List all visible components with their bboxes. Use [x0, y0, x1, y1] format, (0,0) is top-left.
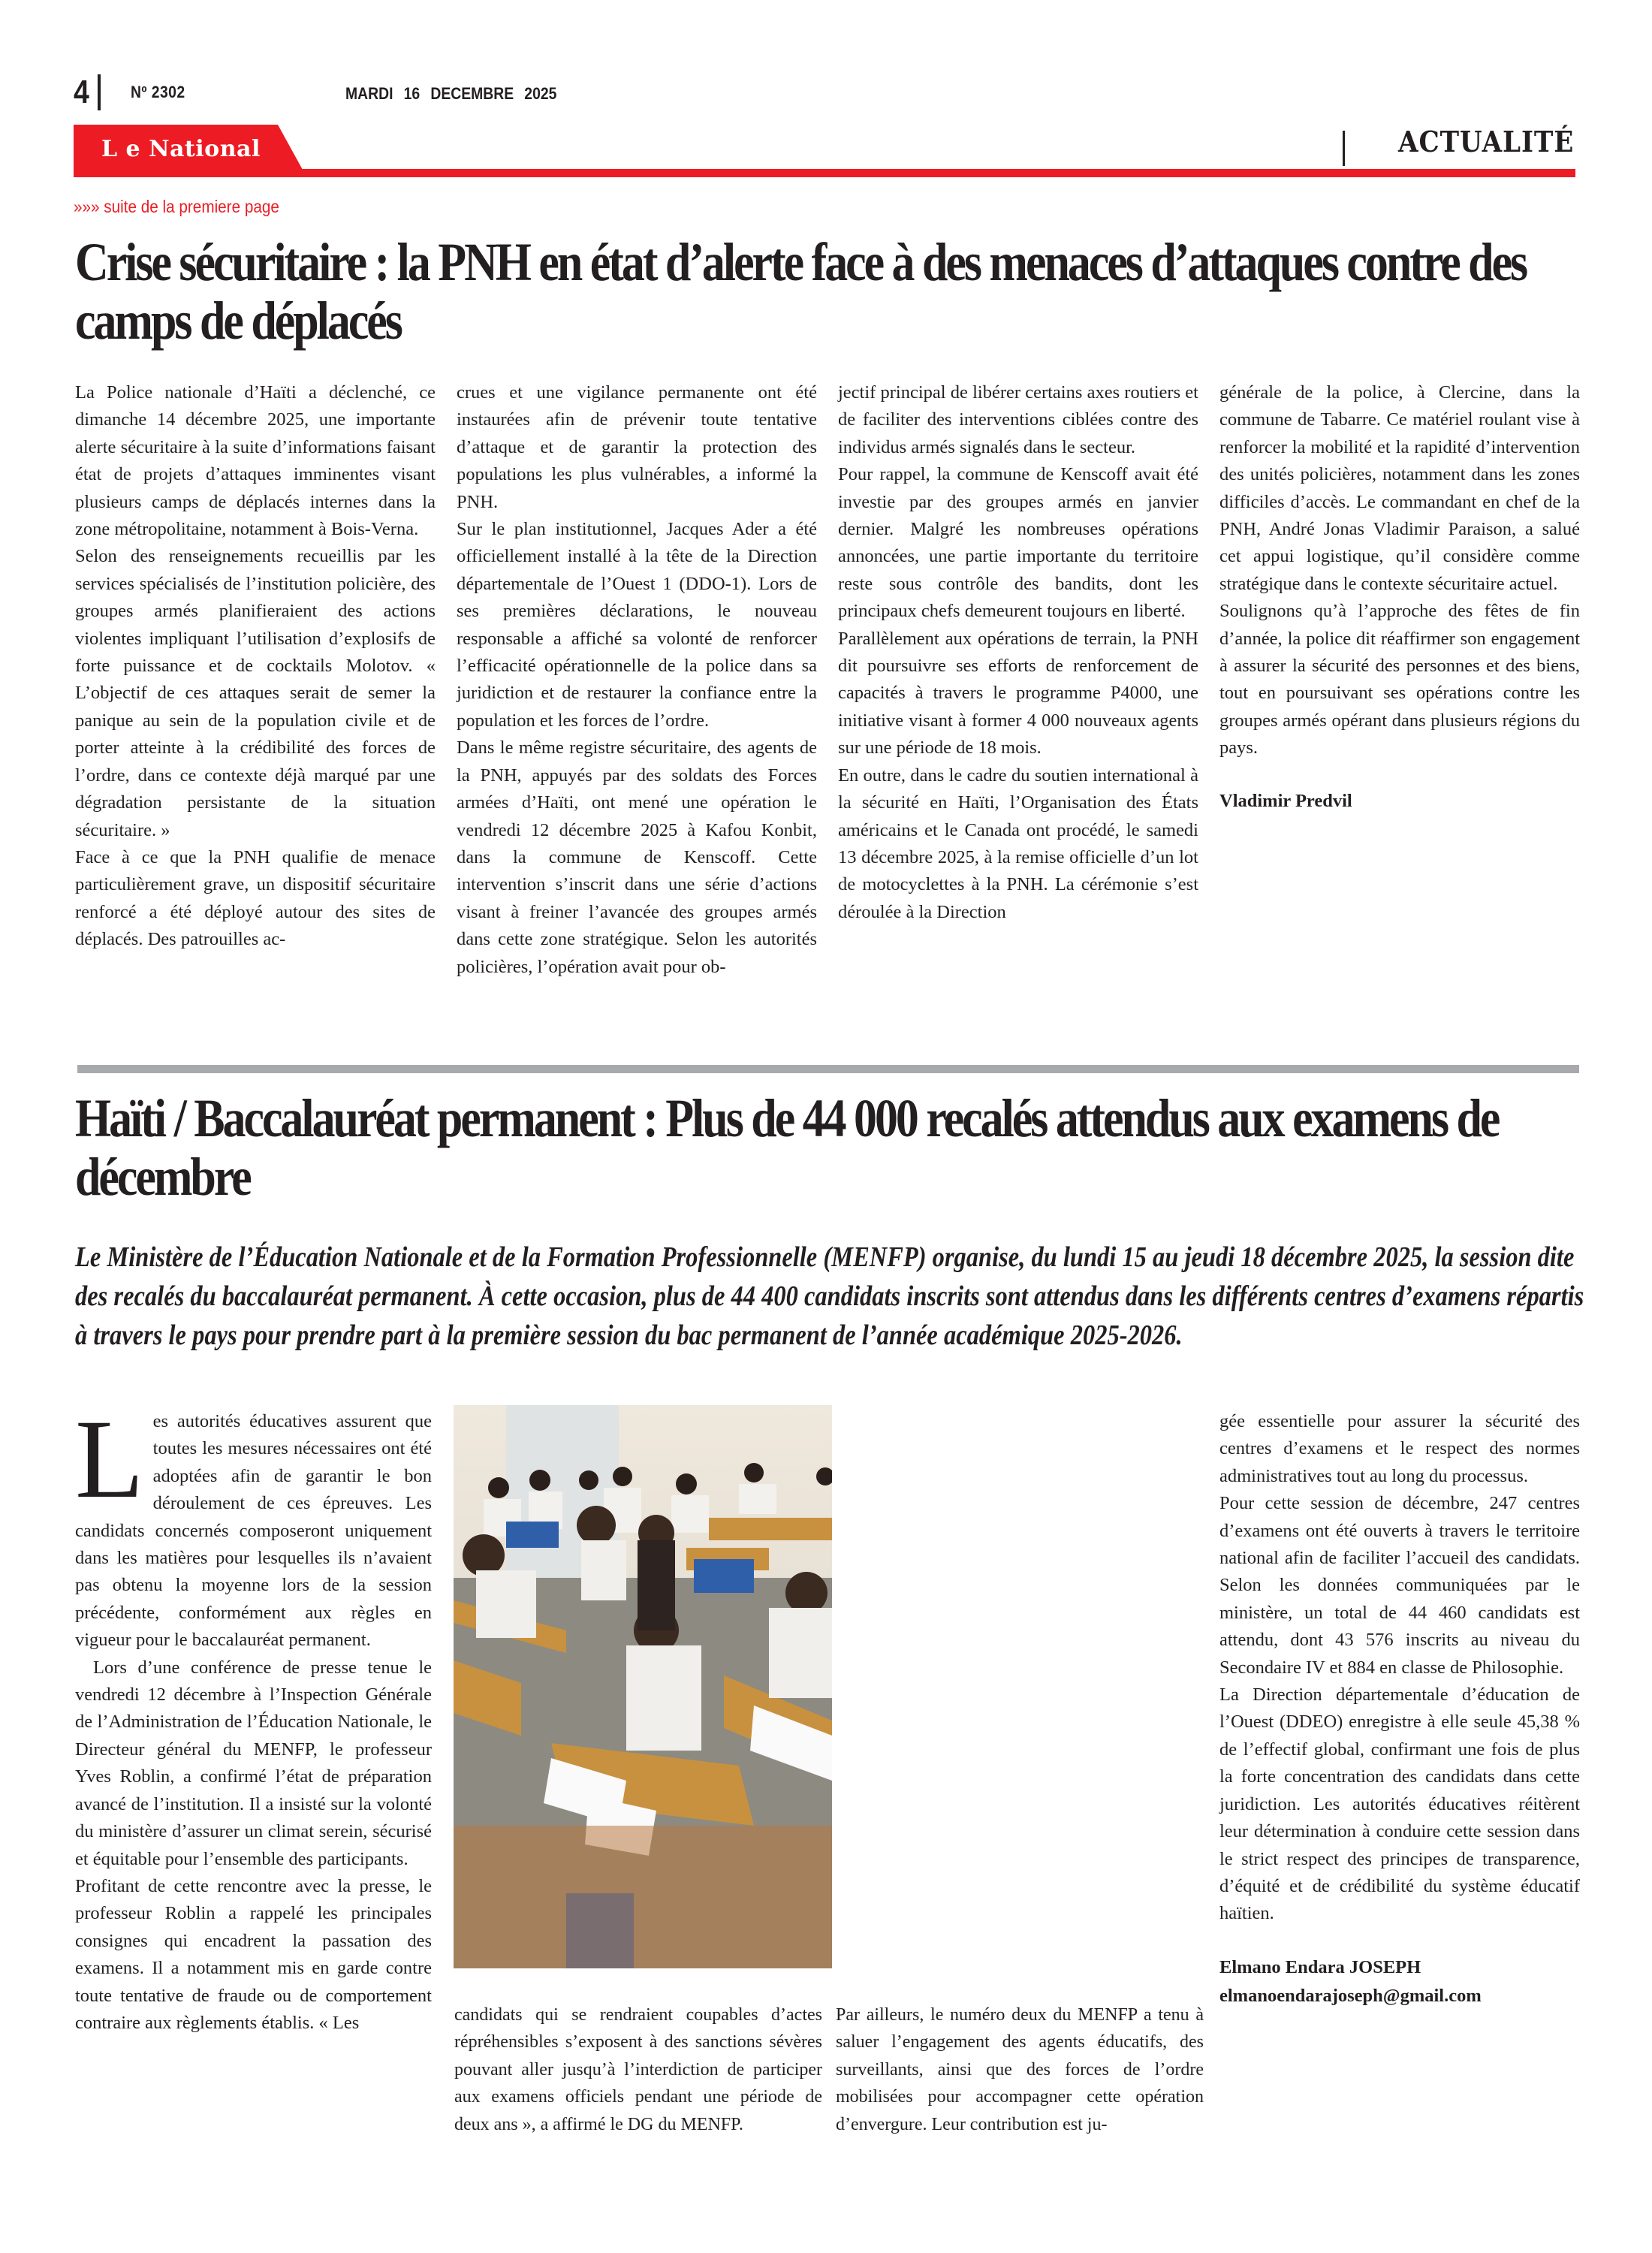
paragraph: Face à ce que la PNH qualifie de menace particulièrement grave, un dispositif sécuritaire renforcé a été déployé autour des sites de déplacés. Des patrouilles ac-: [75, 846, 436, 950]
article1-column-3: [838, 379, 1198, 926]
article-separator: [77, 1065, 1579, 1073]
article2-column-1: [75, 1397, 432, 2037]
author-email[interactable]: elmanoendarajoseph@gmail.com: [1219, 1985, 1482, 2006]
paragraph: La Direction départementale d’éducation de l’Ouest (DDEO) enregistre à elle seule 45,38 % de l’effectif global, confirmant une fois de plus la forte concentration des candidats dans cette juridiction. Les autorités éducatives réitèrent leur détermination à conduire cette session dans le strict respect des principes de transparence, d’équité et de crédibilité du système éducatif haïtien.: [1219, 1684, 1580, 1924]
article2-byline: [1219, 1953, 1580, 2010]
paragraph: Pour rappel, la commune de Kenscoff avait été investie par des groupes armés en janvier dernier. Malgré les nombreuses opérations annoncées, une partie importante du territoire reste sous contrôle des bandits, dont les principaux chefs demeurent toujours en liberté.: [838, 464, 1198, 622]
section-divider: [1343, 131, 1345, 166]
continued-from-front-page: »»» suite de la premiere page: [74, 197, 279, 216]
paragraph: jectif principal de libérer certains axes routiers et de faciliter des interventions ciblées contre des individus armés signalés dans le secteur.: [838, 382, 1198, 457]
paragraph: Parallèlement aux opérations de terrain, la PNH dit poursuivre ses efforts de renforcement de capacités à travers le programme P4000, une initiative visant à former 4 000 nouveaux agents sur une période de 18 mois.: [838, 628, 1198, 759]
paragraph: générale de la police, à Clercine, dans la commune de Tabarre. Ce matériel roulant vise à renforcer la mobilité et la rapidité d’intervention des unités policières, notamment dans les zones difficiles d’accès. Le commandant en chef de la PNH, André Jonas Vladimir Paraison, a salué cet appui logistique, qu’il considère comme stratégique dans le contexte sécuritaire actuel.: [1219, 382, 1580, 594]
author-name: Elmano Endara JOSEPH: [1219, 1956, 1421, 1977]
article1-column-4: [1219, 379, 1580, 815]
article2-headline: Haïti / Baccalauréat permanent : Plus de 44 000 recalés attendus aux examens de décembre: [75, 1088, 1499, 1207]
article2-column-3: [836, 2001, 1204, 2138]
article2-standfirst: Le Ministère de l’Éducation Nationale et de la Formation Professionnelle (MENFP) organise, du lundi 15 au jeudi 18 décembre 2025, la session dite des recalés du baccalauréat permanent. À cette occasion, plus de 44 400 candidats inscrits sont attendus dans les différents centres d’examens répartis à travers le pays pour prendre part à la première session du bac permanent de l’année académique 2025-2026.: [75, 1241, 1584, 1351]
folio-divider: [98, 74, 101, 110]
article2-column-2: [454, 2001, 822, 2138]
paragraph: Selon des renseignements recueillis par les services spécialisés de l’institution policière, des groupes armés planifieraient des actions violentes impliquant l’utilisation d’explosifs de forte puissance et de cocktails Molotov. « L’objectif de ces attaques serait de semer la panique au sein de la population civile et de porter atteinte à la crédibilité des forces de l’ordre, dans ce contexte déjà marqué par une dégradation persistante de la situation sécuritaire. »: [75, 546, 436, 840]
article1-headline: Crise sécuritaire : la PNH en état d’alerte face à des menaces d’attaques contre des camps de déplacés: [75, 232, 1527, 351]
newspaper-logo: L e National: [101, 136, 261, 162]
paragraph: Dans le même registre sécuritaire, des agents de la PNH, appuyés par des soldats des Forces armées d’Haïti, ont mené une opération le vendredi 12 décembre 2025 à Kafou Konbit, dans la commune de Kenscoff. Cette intervention s’inscrit dans une série d’actions visant à freiner l’avancée des groupes armés dans cette zone stratégique. Selon les autorités policières, l’opération avait pour ob-: [457, 737, 817, 977]
paragraph: [75, 1397, 432, 1654]
photo-illustration: [454, 1405, 832, 1968]
issue-number: Nº 2302: [131, 83, 186, 101]
article1-column-2: [457, 379, 817, 981]
paragraph: Par ailleurs, le numéro deux du MENFP a tenu à saluer l’engagement des agents éducatifs, des surveillants, ainsi que des forces de l’ordre mobilisées pour accompagner cette opération d’envergure. Leur contribution est ju-: [836, 2005, 1204, 2134]
section-label: ACTUALITÉ: [1397, 125, 1574, 158]
paragraph: La Police nationale d’Haïti a déclenché, ce dimanche 14 décembre 2025, une importante alerte sécuritaire à la suite d’informations faisant état de projets d’attaques imminentes visant plusieurs camps de déplacés internes dans la zone métropolitaine, notamment à Bois-Verna.: [75, 382, 436, 540]
masthead-bar: [74, 125, 1575, 177]
masthead-rule: [224, 169, 1575, 177]
folio: [74, 74, 557, 111]
page-number: 4: [74, 74, 89, 110]
paragraph: Lors d’une conférence de presse tenue le vendredi 12 décembre à l’Inspection Générale de l’Administration de l’Éducation Nationale, le Directeur général du MENFP, le professeur Yves Roblin, a confirmé l’état de préparation avancé de l’institution. Il a insisté sur la volonté du ministère d’assurer un climat serein, sécurisé et équitable pour l’ensemble des participants.: [75, 1657, 432, 1869]
paragraph: gée essentielle pour assurer la sécurité des centres d’examens et le respect des normes administratives tout au long du processus.: [1219, 1411, 1580, 1486]
exam-room-photo: [454, 1405, 832, 1968]
paragraph: Profitant de cette rencontre avec la presse, le professeur Roblin a rappelé les principales consignes qui encadrent la passation des examens. Il a notamment mis en garde contre toute tentative de fraude ou de comportement contraire aux règlements établis. « Les: [75, 1875, 432, 2033]
paragraph: Sur le plan institutionnel, Jacques Ader a été officiellement installé à la tête de la Direction départementale de l’Ouest 1 (DDO-1). Lors de ses premières déclarations, le nouveau responsable a affiché sa volonté de renforcer l’efficacité opérationnelle de la police dans sa juridiction et de restaurer la confiance entre la population et les forces de l’ordre.: [457, 519, 817, 731]
article1-column-1: [75, 379, 436, 954]
paragraph: Soulignons qu’à l’approche des fêtes de fin d’année, la police dit réaffirmer son engagement à assurer la sécurité des personnes et des biens, tout en poursuivant ses opérations contre les groupes armés opérant dans plusieurs régions du pays.: [1219, 601, 1580, 759]
lead-text: es autorités éducatives assurent que toutes les mesures nécessaires ont été adoptées afin de garantir le bon déroulement de ces épreuves. Les candidats concernés composeront uniquement dans les matières pour lesquelles ils n’avaient pas obtenu la moyenne lors de la session précédente, conformément aux règles en vigueur pour le baccalauréat permanent.: [75, 1411, 432, 1651]
issue-date: MARDI 16 DECEMBRE 2025: [345, 84, 557, 103]
paragraph: candidats qui se rendraient coupables d’actes répréhensibles s’exposent à des sanctions sévères pouvant aller jusqu’à l’interdiction de participer aux examens officiels pendant une période de deux ans », a affirmé le DG du MENFP.: [454, 2005, 822, 2134]
paragraph: crues et une vigilance permanente ont été instaurées afin de prévenir toute tentative d’attaque et de garantir la protection des populations les plus vulnérables, a informé la PNH.: [457, 382, 817, 512]
article2-column-4: [1219, 1408, 1580, 2010]
paragraph: En outre, dans le cadre du soutien international à la sécurité en Haïti, l’Organisation des États américains et le Canada ont procédé, le samedi 13 décembre 2025, à la remise officielle d’un lot de motocyclettes à la PNH. La cérémonie s’est déroulée à la Direction: [838, 765, 1198, 922]
article1-byline: Vladimir Predvil: [1219, 790, 1352, 811]
drop-cap: L: [75, 1397, 144, 1522]
paragraph: Pour cette session de décembre, 247 centres d’examens ont été ouverts à travers le territoire national afin de faciliter l’accueil des candidats. Selon les données communiquées par le ministère, un total de 44 460 candidats est attendu, dont 43 576 inscrits au niveau du Secondaire IV et 884 en classe de Philosophie.: [1219, 1493, 1580, 1678]
